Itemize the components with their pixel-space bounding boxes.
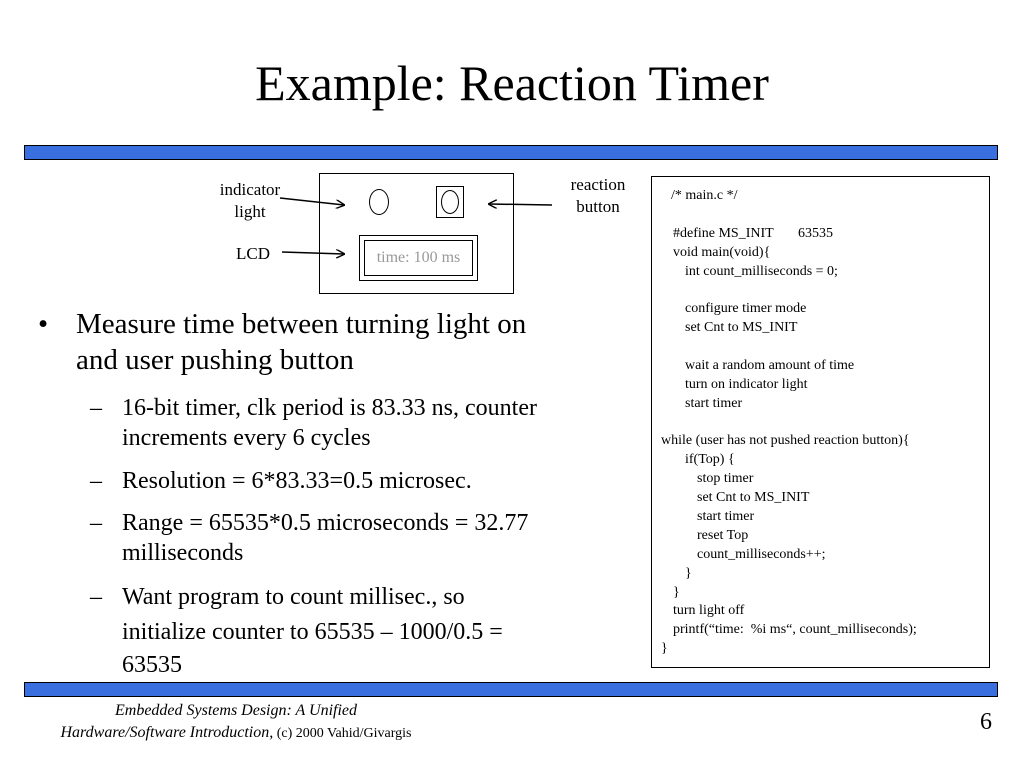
footer-line-1: Embedded Systems Design: A Unified <box>114 702 358 719</box>
reaction-button-label <box>560 174 636 218</box>
reaction-label-line-2: button <box>576 197 620 216</box>
code-line-4: int count_milliseconds = 0; <box>685 264 838 279</box>
sub-bullet-1-line-1: 16-bit timer, clk period is 83.33 ns, counter <box>122 395 537 421</box>
sub-bullet-dash-4: – <box>90 584 102 610</box>
main-bullet-line-1: Measure time between turning light on <box>76 308 527 340</box>
sub-bullet-3-line-1: Range = 65535*0.5 microseconds = 32.77 <box>122 510 529 536</box>
code-line-14: start timer <box>697 509 755 524</box>
sub-bullet-3-line-2: milliseconds <box>122 540 244 566</box>
code-line-1: /* main.c */ <box>671 188 738 203</box>
footer-line-2 <box>36 722 436 745</box>
lcd-label: LCD <box>236 244 270 263</box>
code-line-20: printf(“time: %i ms“, count_milliseconds); <box>673 622 917 637</box>
code-listing-box <box>651 176 990 668</box>
sub-bullet-4-line-2: initialize counter to 65535 – 1000/0.5 = <box>122 619 503 645</box>
reaction-label-line-1: reaction <box>570 175 626 194</box>
code-line-11: if(Top) { <box>685 452 735 467</box>
code-line-17: } <box>685 566 692 581</box>
top-rule-bar <box>24 145 998 160</box>
code-line-12: stop timer <box>697 471 754 486</box>
reaction-button-circle-icon <box>441 190 459 214</box>
code-line-2: #define MS_INIT 63535 <box>673 226 833 241</box>
indicator-label-line-1: indicator <box>219 180 281 199</box>
indicator-label-line-2: light <box>234 202 266 221</box>
sub-bullet-dash-1: – <box>90 395 102 421</box>
code-line-19: turn light off <box>673 603 745 618</box>
page-number: 6 <box>980 709 992 735</box>
code-line-8: turn on indicator light <box>685 377 808 392</box>
slide-title: Example: Reaction Timer <box>255 55 769 111</box>
code-line-13: set Cnt to MS_INIT <box>697 490 810 505</box>
code-line-9: start timer <box>685 396 743 411</box>
sub-bullet-1-line-2: increments every 6 cycles <box>122 425 371 451</box>
code-line-7: wait a random amount of time <box>685 358 855 373</box>
bottom-rule-bar <box>24 682 998 697</box>
lcd-display: time: 100 ms <box>364 240 473 276</box>
code-line-15: reset Top <box>697 528 749 543</box>
sub-bullet-dash-3: – <box>90 510 102 536</box>
code-line-10: while (user has not pushed reaction button){ <box>661 433 910 448</box>
code-line-5: configure timer mode <box>685 301 807 316</box>
code-line-16: count_milliseconds++; <box>697 547 826 562</box>
main-bullet-line-2: and user pushing button <box>76 344 354 376</box>
sub-bullet-4-line-3: 63535 <box>122 652 182 678</box>
code-line-18: } <box>673 585 680 600</box>
footer-citation <box>36 700 436 745</box>
sub-bullet-2-line-1: Resolution = 6*83.33=0.5 microsec. <box>122 468 472 494</box>
indicator-light-icon <box>369 189 389 215</box>
footer-copyright: (c) 2000 Vahid/Givargis <box>273 726 412 741</box>
code-line-21: } <box>661 641 668 656</box>
code-line-3: void main(void){ <box>673 245 771 260</box>
code-line-6: set Cnt to MS_INIT <box>685 320 798 335</box>
sub-bullet-dash-2: – <box>90 468 102 494</box>
sub-bullet-4-line-1: Want program to count millisec., so <box>122 584 465 610</box>
bullet-marker: • <box>38 308 49 340</box>
indicator-light-label <box>208 179 292 223</box>
footer-book-subtitle: Hardware/Software Introduction, <box>60 724 274 741</box>
